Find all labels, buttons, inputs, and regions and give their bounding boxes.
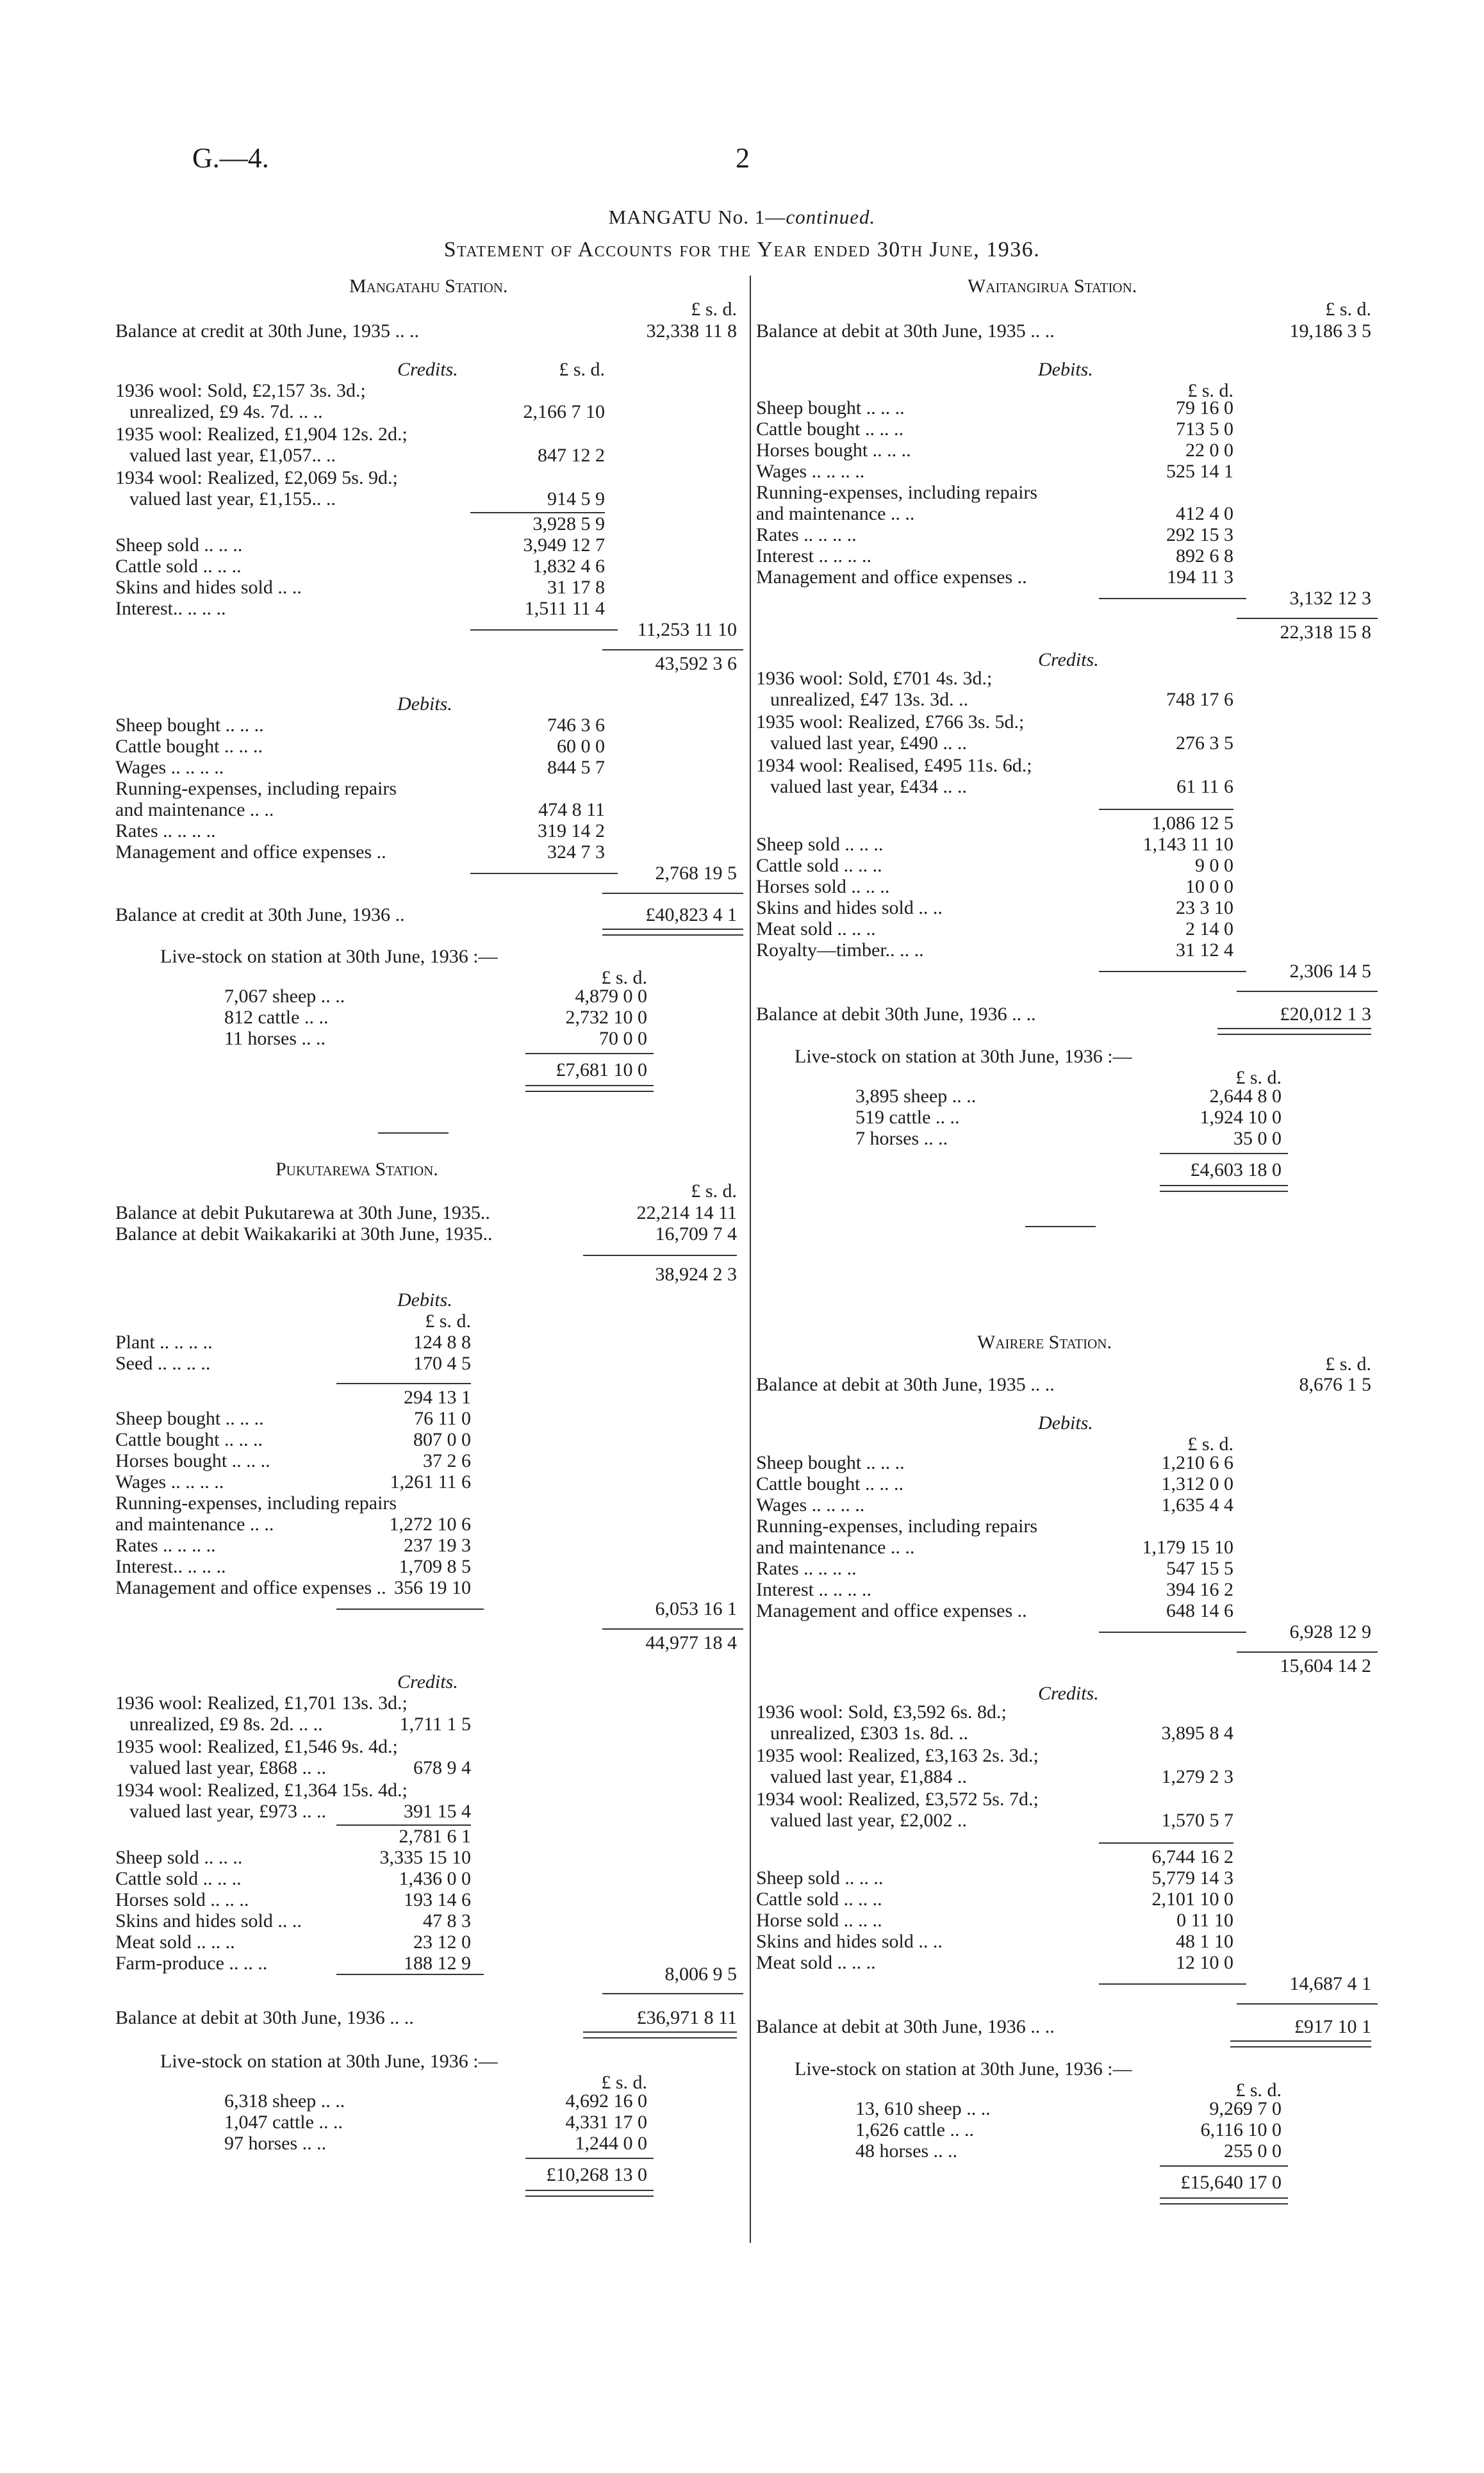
station-name: Wairere Station. — [977, 1332, 1112, 1353]
debit-item-label: Interest .. .. .. .. — [756, 545, 871, 567]
credit-item-label: Sheep sold .. .. .. — [115, 534, 243, 556]
section-heading: Credits. — [1038, 1683, 1099, 1704]
debit-item-label: Rates .. .. .. .. — [115, 1535, 216, 1556]
credit-item-label: Cattle sold .. .. .. — [756, 1889, 882, 1910]
credit-amount: 2 14 0 — [1185, 918, 1233, 939]
credit-item-label: Horses sold .. .. .. — [756, 876, 890, 897]
debit-amount: 547 15 5 — [1166, 1558, 1233, 1579]
credits-total: 2,306 14 5 — [1289, 961, 1371, 982]
debit-amount: 292 15 3 — [1166, 524, 1233, 545]
debit-item-label: Running-expenses, including repairs — [756, 482, 1038, 503]
opening-balance-amount: 16,709 7 4 — [655, 1223, 737, 1245]
debit-amount: 1,272 10 6 — [389, 1514, 471, 1535]
debit-amount: 807 0 0 — [413, 1429, 471, 1450]
debit-item-label: Running-expenses, including repairs — [115, 1493, 397, 1514]
rule — [1237, 1651, 1378, 1653]
running-total: 44,977 18 4 — [645, 1632, 737, 1653]
currency-header: £ s. d. — [559, 359, 605, 380]
wool-line: unrealized, £9 4s. 7d. .. .. — [129, 401, 323, 422]
debit-amount: 844 5 7 — [547, 757, 605, 778]
livestock-label: 7 horses .. .. — [855, 1128, 948, 1149]
rule — [1237, 991, 1378, 992]
credit-amount: 188 12 9 — [404, 1953, 471, 1974]
credit-amount: 3,895 8 4 — [1161, 1723, 1233, 1744]
currency-header: £ s. d. — [691, 1180, 737, 1202]
debit-item-label: Seed .. .. .. .. — [115, 1353, 211, 1374]
opening-balance-amount: 8,676 1 5 — [1299, 1374, 1371, 1395]
livestock-amount: 6,116 10 0 — [1200, 2119, 1282, 2140]
wool-line: unrealized, £9 8s. 2d. .. .. — [129, 1714, 323, 1735]
credit-amount: 193 14 6 — [404, 1889, 471, 1910]
livestock-label: 7,067 sheep .. .. — [224, 986, 345, 1007]
rule — [1160, 2165, 1288, 2167]
currency-header: £ s. d. — [1187, 380, 1233, 401]
credit-item-label: Meat sold .. .. .. — [115, 1931, 235, 1953]
currency-header: £ s. d. — [601, 2072, 647, 2093]
wool-line: unrealized, £303 1s. 8d. .. — [770, 1723, 969, 1744]
double-rule — [1217, 1028, 1371, 1035]
livestock-label: 3,895 sheep .. .. — [855, 1086, 977, 1107]
debit-amount: 394 16 2 — [1166, 1579, 1233, 1600]
double-rule — [602, 929, 743, 936]
column-divider — [750, 276, 751, 2243]
opening-balance-label: Balance at debit Pukutarewa at 30th June, 1935.. — [115, 1202, 490, 1223]
livestock-label: 11 horses .. .. — [224, 1028, 326, 1049]
livestock-total: £15,640 17 0 — [1180, 2172, 1282, 2193]
double-rule — [525, 1085, 654, 1092]
debit-amount: 713 5 0 — [1176, 418, 1233, 440]
wool-line: valued last year, £1,057.. .. — [129, 445, 336, 466]
wool-subtotal: 3,928 5 9 — [532, 513, 605, 534]
livestock-label: 13, 610 sheep .. .. — [855, 2098, 991, 2119]
wool-line: 1936 wool: Sold, £2,157 3s. 3d.; — [115, 380, 366, 401]
livestock-amount: 4,331 17 0 — [565, 2112, 647, 2133]
wool-line: valued last year, £868 .. .. — [129, 1757, 327, 1778]
debit-amount: 1,210 6 6 — [1161, 1452, 1233, 1473]
credit-amount: 391 15 4 — [404, 1801, 471, 1822]
debit-item-label: and maintenance .. .. — [756, 1537, 915, 1558]
rule — [1237, 2003, 1378, 2005]
document-title: MANGATU No. 1—continued. — [608, 206, 876, 228]
credit-item-label: Royalty—timber.. .. .. — [756, 939, 924, 961]
credit-amount: 1,711 1 5 — [399, 1714, 471, 1735]
debit-amount: 746 3 6 — [547, 715, 605, 736]
rule — [1099, 809, 1233, 810]
debit-amount: 525 14 1 — [1166, 461, 1233, 482]
opening-balance-label: Balance at debit at 30th June, 1935 .. .. — [756, 1374, 1055, 1395]
rule — [1025, 1226, 1096, 1227]
credit-amount: 0 11 10 — [1176, 1910, 1233, 1931]
currency-header: £ s. d. — [1325, 299, 1371, 320]
credit-amount: 1,832 4 6 — [532, 556, 605, 577]
opening-balance-amount: 22,214 14 11 — [636, 1202, 737, 1223]
debits-total: 6,928 12 9 — [1289, 1621, 1371, 1642]
livestock-amount: 255 0 0 — [1224, 2140, 1282, 2162]
section-heading: Debits. — [1038, 359, 1093, 380]
credit-item-label: Meat sold .. .. .. — [756, 918, 876, 939]
credit-amount: 12 10 0 — [1176, 1952, 1233, 1973]
debit-item-label: Management and office expenses .. — [115, 1577, 386, 1598]
wool-line: valued last year, £490 .. .. — [770, 732, 968, 754]
credit-amount: 48 1 10 — [1176, 1931, 1233, 1952]
credit-item-label: Horse sold .. .. .. — [756, 1910, 882, 1931]
rule — [1099, 598, 1246, 599]
wool-subtotal: 2,781 6 1 — [399, 1826, 471, 1847]
double-rule — [583, 2031, 737, 2039]
rule — [336, 1974, 484, 1975]
debit-item-label: and maintenance .. .. — [115, 1514, 274, 1535]
credit-amount: 61 11 6 — [1176, 776, 1233, 797]
rule — [602, 893, 743, 894]
statement-title: Statement of Accounts for the Year ended 30th June, 1936. — [443, 238, 1041, 261]
rule — [336, 1383, 471, 1384]
rule — [1099, 1842, 1233, 1844]
livestock-amount: 70 0 0 — [599, 1028, 647, 1049]
credit-amount: 1,279 2 3 — [1161, 1766, 1233, 1787]
credit-amount: 1,511 11 4 — [524, 598, 605, 619]
report-code: G.—4. — [192, 142, 269, 174]
livestock-label: 519 cattle .. .. — [855, 1107, 960, 1128]
rule — [525, 2158, 654, 2159]
opening-total: 38,924 2 3 — [655, 1264, 737, 1285]
livestock-amount: 1,924 10 0 — [1200, 1107, 1282, 1128]
livestock-label: 6,318 sheep .. .. — [224, 2090, 345, 2112]
wool-line: valued last year, £973 .. .. — [129, 1801, 327, 1822]
debit-amount: 648 14 6 — [1166, 1600, 1233, 1621]
debits-total: 3,132 12 3 — [1289, 588, 1371, 609]
livestock-total: £4,603 18 0 — [1190, 1159, 1282, 1180]
credit-amount: 748 17 6 — [1166, 689, 1233, 710]
debit-item-label: Running-expenses, including repairs — [115, 778, 397, 799]
debit-amount: 324 7 3 — [547, 841, 605, 863]
wool-line: 1934 wool: Realized, £3,572 5s. 7d.; — [756, 1789, 1039, 1810]
currency-header: £ s. d. — [1235, 1067, 1282, 1088]
credit-amount: 3,949 12 7 — [523, 534, 605, 556]
livestock-label: 1,626 cattle .. .. — [855, 2119, 974, 2140]
credit-item-label: Skins and hides sold .. .. — [115, 1910, 302, 1931]
credit-item-label: Skins and hides sold .. .. — [756, 897, 943, 918]
livestock-amount: 4,692 16 0 — [565, 2090, 647, 2112]
debit-amount: 76 11 0 — [414, 1408, 471, 1429]
credit-amount: 31 17 8 — [547, 577, 605, 598]
opening-balance-amount: 32,338 11 8 — [646, 320, 737, 342]
closing-balance-amount: £36,971 8 11 — [636, 2007, 737, 2028]
credit-item-label: Skins and hides sold .. .. — [115, 577, 302, 598]
running-total: 43,592 3 6 — [655, 653, 737, 674]
credit-item-label: Interest.. .. .. .. — [115, 598, 226, 619]
livestock-label: 812 cattle .. .. — [224, 1007, 329, 1028]
debit-amount: 1,312 0 0 — [1161, 1473, 1233, 1494]
section-heading: Credits. — [397, 359, 458, 380]
credit-item-label: Sheep sold .. .. .. — [115, 1847, 243, 1868]
credit-amount: 2,166 7 10 — [523, 401, 605, 422]
currency-header: £ s. d. — [1235, 2080, 1282, 2101]
livestock-amount: 1,244 0 0 — [575, 2133, 647, 2154]
debit-amount: 22 0 0 — [1185, 440, 1233, 461]
double-rule — [1160, 2197, 1288, 2204]
debit-amount: 170 4 5 — [413, 1353, 471, 1374]
opening-balance-label: Balance at credit at 30th June, 1935 .. .. — [115, 320, 420, 342]
debit-item-label: Wages .. .. .. .. — [115, 1471, 224, 1493]
livestock-heading: Live-stock on station at 30th June, 1936 :— — [795, 1046, 1132, 1067]
livestock-total: £7,681 10 0 — [556, 1059, 647, 1080]
section-heading: Credits. — [397, 1671, 458, 1692]
closing-balance-amount: £20,012 1 3 — [1280, 1004, 1371, 1025]
debit-amount: 1,179 15 10 — [1142, 1537, 1233, 1558]
section-heading: Debits. — [397, 1289, 452, 1311]
rule — [602, 649, 743, 650]
rule — [602, 1628, 743, 1630]
rule — [525, 1053, 654, 1054]
wool-line: 1936 wool: Realized, £1,701 13s. 3d.; — [115, 1692, 408, 1714]
opening-balance-label: Balance at debit at 30th June, 1935 .. .. — [756, 320, 1055, 342]
rule — [1160, 1153, 1288, 1154]
debit-item-label: Sheep bought .. .. .. — [115, 1408, 264, 1429]
credit-amount: 3,335 15 10 — [379, 1847, 471, 1868]
section-heading: Debits. — [397, 693, 452, 715]
wool-subtotal: 6,744 16 2 — [1151, 1846, 1233, 1867]
wool-line: 1934 wool: Realized, £2,069 5s. 9d.; — [115, 467, 398, 488]
livestock-label: 1,047 cattle .. .. — [224, 2112, 343, 2133]
opening-balance-label: Balance at debit Waikakariki at 30th June, 1935.. — [115, 1223, 493, 1245]
debits-total: 6,053 16 1 — [655, 1598, 737, 1619]
livestock-amount: 2,644 8 0 — [1209, 1086, 1282, 1107]
credit-item-label: Farm-produce .. .. .. — [115, 1953, 268, 1974]
credit-amount: 10 0 0 — [1185, 876, 1233, 897]
currency-header: £ s. d. — [425, 1311, 471, 1332]
credit-item-label: Horses sold .. .. .. — [115, 1889, 249, 1910]
debits-total: 2,768 19 5 — [655, 863, 737, 884]
closing-balance-amount: £40,823 4 1 — [645, 904, 737, 925]
section-heading: Debits. — [1038, 1412, 1093, 1434]
rule — [378, 1132, 449, 1134]
credit-amount: 2,101 10 0 — [1151, 1889, 1233, 1910]
currency-header: £ s. d. — [691, 299, 737, 320]
debit-amount: 474 8 11 — [538, 799, 605, 820]
debit-item-label: Rates .. .. .. .. — [756, 524, 857, 545]
livestock-amount: 4,879 0 0 — [575, 986, 647, 1007]
currency-header: £ s. d. — [1325, 1353, 1371, 1375]
debit-amount: 237 19 3 — [404, 1535, 471, 1556]
double-rule — [1230, 2040, 1371, 2047]
station-name: Waitangirua Station. — [968, 276, 1137, 297]
debit-item-label: Management and office expenses .. — [756, 1600, 1027, 1621]
credit-amount: 31 12 4 — [1176, 939, 1233, 961]
wool-line: valued last year, £1,884 .. — [770, 1766, 968, 1787]
livestock-label: 97 horses .. .. — [224, 2133, 327, 2154]
livestock-amount: 35 0 0 — [1233, 1128, 1282, 1149]
debit-item-label: and maintenance .. .. — [756, 503, 915, 524]
debit-item-label: Management and office expenses .. — [756, 567, 1027, 588]
double-rule — [525, 2190, 654, 2197]
credit-item-label: Cattle sold .. .. .. — [756, 855, 882, 876]
wool-line: 1934 wool: Realised, £495 11s. 6d.; — [756, 755, 1032, 776]
closing-balance-label: Balance at credit at 30th June, 1936 .. — [115, 904, 405, 925]
closing-balance-label: Balance at debit at 30th June, 1936 .. .. — [756, 2016, 1055, 2037]
credits-total: 8,006 9 5 — [664, 1964, 737, 1985]
debit-item-label: Interest .. .. .. .. — [756, 1579, 871, 1600]
debit-item-label: Cattle bought .. .. .. — [756, 418, 903, 440]
debit-amount: 1,635 4 4 — [1161, 1494, 1233, 1516]
credits-total: 11,253 11 10 — [637, 619, 737, 640]
currency-header: £ s. d. — [601, 967, 647, 988]
debit-amount: 412 4 0 — [1176, 503, 1233, 524]
wool-line: 1935 wool: Realized, £3,163 2s. 3d.; — [756, 1745, 1039, 1766]
wool-line: 1935 wool: Realized, £766 3s. 5d.; — [756, 711, 1025, 732]
rule — [1099, 1983, 1246, 1985]
credit-amount: 23 3 10 — [1176, 897, 1233, 918]
currency-header: £ s. d. — [1187, 1434, 1233, 1455]
rule — [1237, 618, 1378, 619]
debit-item-label: Plant .. .. .. .. — [115, 1332, 213, 1353]
credit-amount: 1,570 5 7 — [1161, 1810, 1233, 1831]
rule — [583, 1255, 737, 1256]
credit-amount: 23 12 0 — [413, 1931, 471, 1953]
wool-line: 1934 wool: Realized, £1,364 15s. 4d.; — [115, 1780, 408, 1801]
credit-amount: 847 12 2 — [538, 445, 605, 466]
credits-total: 14,687 4 1 — [1289, 1973, 1371, 1994]
wool-line: valued last year, £2,002 .. — [770, 1810, 968, 1831]
credit-item-label: Sheep sold .. .. .. — [756, 834, 884, 855]
debit-amount: 356 19 10 — [394, 1577, 471, 1598]
debit-item-label: Sheep bought .. .. .. — [115, 715, 264, 736]
debit-item-label: Wages .. .. .. .. — [756, 461, 865, 482]
livestock-heading: Live-stock on station at 30th June, 1936 :— — [795, 2058, 1132, 2080]
debit-item-label: Cattle bought .. .. .. — [115, 736, 263, 757]
livestock-heading: Live-stock on station at 30th June, 1936 :— — [160, 946, 498, 967]
debit-amount: 124 8 8 — [413, 1332, 471, 1353]
debit-amount: 1,709 8 5 — [399, 1556, 471, 1577]
credit-amount: 678 9 4 — [413, 1757, 471, 1778]
running-total: 22,318 15 8 — [1280, 622, 1371, 643]
wool-line: 1936 wool: Sold, £701 4s. 3d.; — [756, 668, 993, 689]
wool-line: valued last year, £1,155.. .. — [129, 488, 336, 509]
wool-line: valued last year, £434 .. .. — [770, 776, 968, 797]
livestock-amount: 2,732 10 0 — [565, 1007, 647, 1028]
debit-item-label: Cattle bought .. .. .. — [756, 1473, 903, 1494]
wool-line: 1936 wool: Sold, £3,592 6s. 8d.; — [756, 1701, 1007, 1723]
credit-amount: 47 8 3 — [423, 1910, 471, 1931]
wool-subtotal: 1,086 12 5 — [1151, 813, 1233, 834]
credit-amount: 276 3 5 — [1176, 732, 1233, 754]
debit-item-label: Horses bought .. .. .. — [756, 440, 911, 461]
closing-balance-label: Balance at debit 30th June, 1936 .. .. — [756, 1004, 1036, 1025]
double-rule — [1160, 1185, 1288, 1192]
credit-item-label: Cattle sold .. .. .. — [115, 556, 242, 577]
credit-amount: 9 0 0 — [1195, 855, 1233, 876]
wool-line: 1935 wool: Realized, £1,904 12s. 2d.; — [115, 424, 408, 445]
debit-item-label: Sheep bought .. .. .. — [756, 397, 905, 418]
rule — [1099, 1632, 1246, 1633]
debit-amount: 892 6 8 — [1176, 545, 1233, 567]
rule — [336, 1609, 484, 1610]
debit-item-label: Wages .. .. .. .. — [756, 1494, 865, 1516]
rule — [602, 1993, 743, 1994]
debit-item-label: Interest.. .. .. .. — [115, 1556, 226, 1577]
wool-line: 1935 wool: Realized, £1,546 9s. 4d.; — [115, 1736, 398, 1757]
credit-amount: 1,143 11 10 — [1142, 834, 1233, 855]
debit-item-label: Sheep bought .. .. .. — [756, 1452, 905, 1473]
livestock-amount: 9,269 7 0 — [1209, 2098, 1282, 2119]
debit-amount: 79 16 0 — [1176, 397, 1233, 418]
credit-amount: 1,436 0 0 — [399, 1868, 471, 1889]
debit-item-label: Rates .. .. .. .. — [115, 820, 216, 841]
debit-amount: 319 14 2 — [538, 820, 605, 841]
debit-item-label: Rates .. .. .. .. — [756, 1558, 857, 1579]
debit-item-label: Wages .. .. .. .. — [115, 757, 224, 778]
debit-subtotal: 294 13 1 — [404, 1387, 471, 1408]
rule — [1099, 971, 1246, 972]
debit-item-label: Cattle bought .. .. .. — [115, 1429, 263, 1450]
wool-line: unrealized, £47 13s. 3d. .. — [770, 689, 969, 710]
closing-balance-label: Balance at debit at 30th June, 1936 .. .. — [115, 2007, 414, 2028]
debit-item-label: and maintenance .. .. — [115, 799, 274, 820]
credit-amount: 914 5 9 — [547, 488, 605, 509]
debit-amount: 60 0 0 — [557, 736, 605, 757]
debit-amount: 194 11 3 — [1167, 567, 1233, 588]
running-total: 15,604 14 2 — [1280, 1655, 1371, 1676]
credit-item-label: Sheep sold .. .. .. — [756, 1867, 884, 1889]
credit-item-label: Skins and hides sold .. .. — [756, 1931, 943, 1952]
station-name: Mangatahu Station. — [349, 276, 508, 297]
debit-item-label: Management and office expenses .. — [115, 841, 386, 863]
livestock-total: £10,268 13 0 — [546, 2164, 647, 2185]
closing-balance-amount: £917 10 1 — [1294, 2016, 1371, 2037]
debit-amount: 37 2 6 — [423, 1450, 471, 1471]
debit-item-label: Horses bought .. .. .. — [115, 1450, 270, 1471]
section-heading: Credits. — [1038, 649, 1099, 670]
credit-item-label: Meat sold .. .. .. — [756, 1952, 876, 1973]
credit-amount: 5,779 14 3 — [1151, 1867, 1233, 1889]
debit-amount: 1,261 11 6 — [390, 1471, 471, 1493]
credit-item-label: Cattle sold .. .. .. — [115, 1868, 242, 1889]
page-number: 2 — [736, 142, 750, 174]
station-name: Pukutarewa Station. — [276, 1159, 438, 1180]
livestock-heading: Live-stock on station at 30th June, 1936 :— — [160, 2051, 498, 2072]
opening-balance-amount: 19,186 3 5 — [1289, 320, 1371, 342]
livestock-label: 48 horses .. .. — [855, 2140, 958, 2162]
debit-item-label: Running-expenses, including repairs — [756, 1516, 1038, 1537]
